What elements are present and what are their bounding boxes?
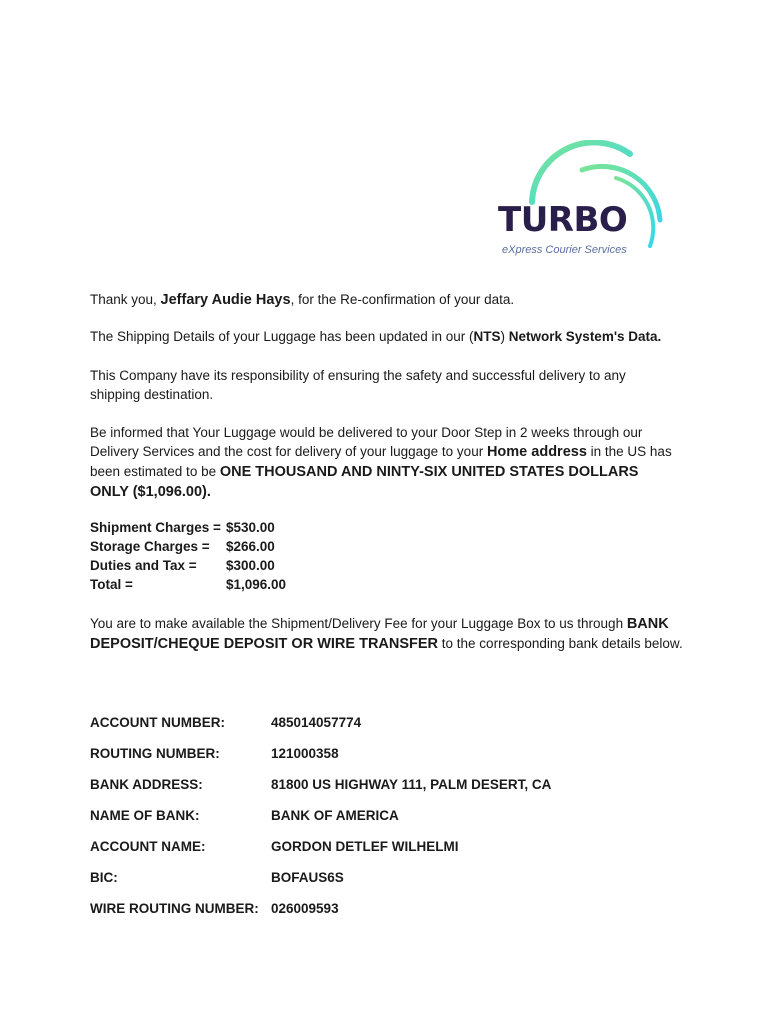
bank-row: WIRE ROUTING NUMBER: 026009593 xyxy=(90,901,339,916)
charge-row: Storage Charges = $266.00 xyxy=(90,539,275,554)
greeting-paragraph: Thank you, Jeffary Audie Hays, for the Re-confirmation of your data. xyxy=(90,292,515,308)
bank-row: BIC: BOFAUS6S xyxy=(90,870,344,885)
recipient-name: Jeffary Audie Hays xyxy=(160,292,291,308)
bank-row: ACCOUNT NAME: GORDON DETLEF WILHELMI xyxy=(90,839,459,854)
shipping-update-paragraph: The Shipping Details of your Luggage has been updated in our (NTS) Network System's Data. xyxy=(90,329,662,344)
responsibility-paragraph: This Company have its responsibility of ensuring the safety and successful delivery to any shipping destination. xyxy=(90,368,626,402)
charge-row: Shipment Charges = $530.00 xyxy=(90,520,275,535)
bank-row: ACCOUNT NUMBER: 485014057774 xyxy=(90,715,362,730)
bank-row: BANK ADDRESS: 81800 US HIGHWAY 111, PALM DESERT, CA xyxy=(90,777,552,792)
payment-method: BANK DEPOSIT/CHEQUE DEPOSIT OR WIRE TRANSFER xyxy=(90,616,669,652)
logo-wordmark: TURBO xyxy=(498,200,628,240)
charge-row-total: Total = $1,096.00 xyxy=(90,577,287,592)
charges-table xyxy=(90,518,286,594)
bank-row: NAME OF BANK: BANK OF AMERICA xyxy=(90,808,399,823)
amount-in-words: ONE THOUSAND AND NINTY-SIX UNITED STATES DOLLARS ONLY ($1,096.00). xyxy=(90,464,639,500)
logo-tagline: eXpress Courier Services xyxy=(502,244,627,256)
bank-details-table xyxy=(90,713,551,930)
payment-method-paragraph: You are to make available the Shipment/Delivery Fee for your Luggage Box to us through BANK DEPOSIT/CHEQUE DEPOSIT OR WIRE TRANSFER to the corresponding bank details below. xyxy=(90,616,683,652)
delivery-cost-paragraph: Be informed that Your Luggage would be delivered to your Door Step in 2 weeks through our Delivery Services and the cost for delivery of your luggage to your Home address in the US has been estimated to be ONE THOUSAND AND NINTY-SIX UNITED STATES DOLLARS ONLY ($1,096.00). xyxy=(90,425,672,500)
turbo-logo xyxy=(490,140,680,270)
charge-row: Duties and Tax = $300.00 xyxy=(90,558,275,573)
bank-row: ROUTING NUMBER: 121000358 xyxy=(90,746,339,761)
